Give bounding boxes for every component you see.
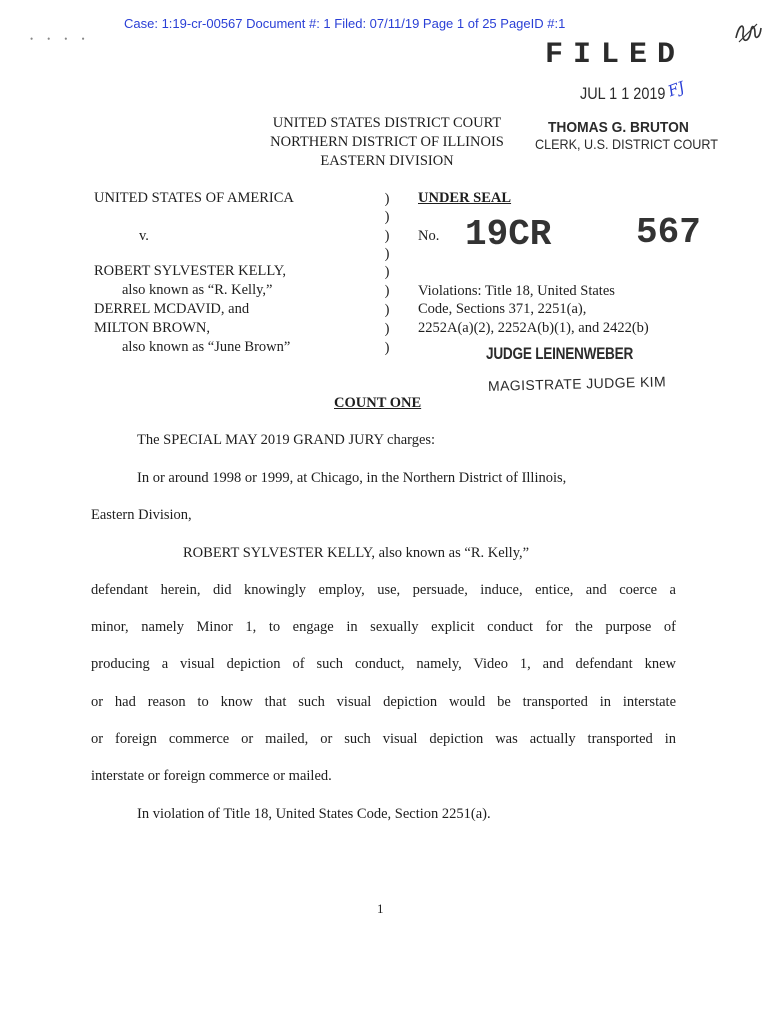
plaintiff-name: UNITED STATES OF AMERICA	[94, 190, 294, 206]
magistrate-stamp: MAGISTRATE JUDGE KIM	[487, 373, 667, 394]
caption-paren: )	[384, 302, 390, 318]
defendant-2: DERREL MCDAVID, and	[94, 301, 250, 317]
violation-statute: In violation of Title 18, United States Code, Section 2251(a).	[137, 806, 491, 822]
court-name: UNITED STATES DISTRICT COURT	[272, 115, 502, 131]
caption-paren: )	[384, 321, 390, 337]
under-seal-label: UNDER SEAL	[418, 190, 512, 206]
charges-intro: The SPECIAL MAY 2019 GRAND JURY charges:	[137, 432, 436, 448]
versus: v.	[139, 228, 149, 244]
case-header-stamp: Case: 1:19-cr-00567 Document #: 1 Filed: 07/11/19 Page 1 of 25 PageID #:1	[124, 16, 566, 31]
defendant-1-aka: also known as “R. Kelly,”	[122, 282, 273, 298]
charge-text-line: interstate or foreign commerce or mailed.	[91, 768, 332, 784]
violations-line-3: 2252A(a)(2), 2252A(b)(1), and 2422(b)	[418, 320, 649, 336]
charge-text-line: or foreign commerce or mailed, or such visual depiction was actually transported in	[91, 731, 676, 747]
caption-paren: )	[384, 209, 390, 225]
location-line: In or around 1998 or 1999, at Chicago, in the Northern District of Illinois,	[137, 470, 567, 486]
judge-stamp: JUDGE LEINENWEBER	[486, 344, 634, 363]
charge-text-line: or had reason to know that such visual depiction would be transported in interstate	[91, 694, 676, 710]
case-number-label: No.	[418, 228, 440, 244]
caption-paren: )	[384, 340, 390, 356]
handwritten-signature	[733, 18, 763, 48]
filed-stamp: FILED	[545, 38, 686, 72]
charge-text-line: minor, namely Minor 1, to engage in sexually explicit conduct for the purpose of	[91, 619, 676, 635]
clerk-title: CLERK, U.S. DISTRICT COURT	[535, 136, 718, 152]
handwritten-initials: FJ	[665, 77, 688, 101]
caption-paren: )	[384, 264, 390, 280]
caption-paren: )	[384, 283, 390, 299]
page-number: 1	[377, 901, 384, 916]
scan-marks: ••••	[30, 34, 99, 44]
case-number-suffix: 567	[636, 212, 701, 253]
caption-paren: )	[384, 228, 390, 244]
caption-paren: )	[384, 246, 390, 262]
filed-date: JUL 1 1 2019	[580, 84, 666, 103]
violations-line-1: Violations: Title 18, United States	[418, 283, 615, 299]
defendant-line: ROBERT SYLVESTER KELLY, also known as “R. Kelly,”	[183, 545, 530, 561]
clerk-name: THOMAS G. BRUTON	[548, 119, 689, 136]
count-heading: COUNT ONE	[334, 395, 422, 411]
case-number-prefix: 19CR	[465, 214, 552, 255]
violations-line-2: Code, Sections 371, 2251(a),	[418, 301, 587, 317]
charge-text-line: producing a visual depiction of such conduct, namely, Video 1, and defendant knew	[91, 656, 676, 672]
defendant-3: MILTON BROWN,	[94, 320, 211, 336]
division-line: Eastern Division,	[91, 507, 192, 523]
charge-text-line: defendant herein, did knowingly employ, use, persuade, induce, entice, and coerce a	[91, 582, 676, 598]
defendant-3-aka: also known as “June Brown”	[122, 339, 291, 355]
court-district: NORTHERN DISTRICT OF ILLINOIS	[270, 134, 504, 150]
court-division: EASTERN DIVISION	[320, 153, 454, 169]
defendant-1: ROBERT SYLVESTER KELLY,	[94, 263, 286, 279]
caption-paren: )	[384, 191, 390, 207]
